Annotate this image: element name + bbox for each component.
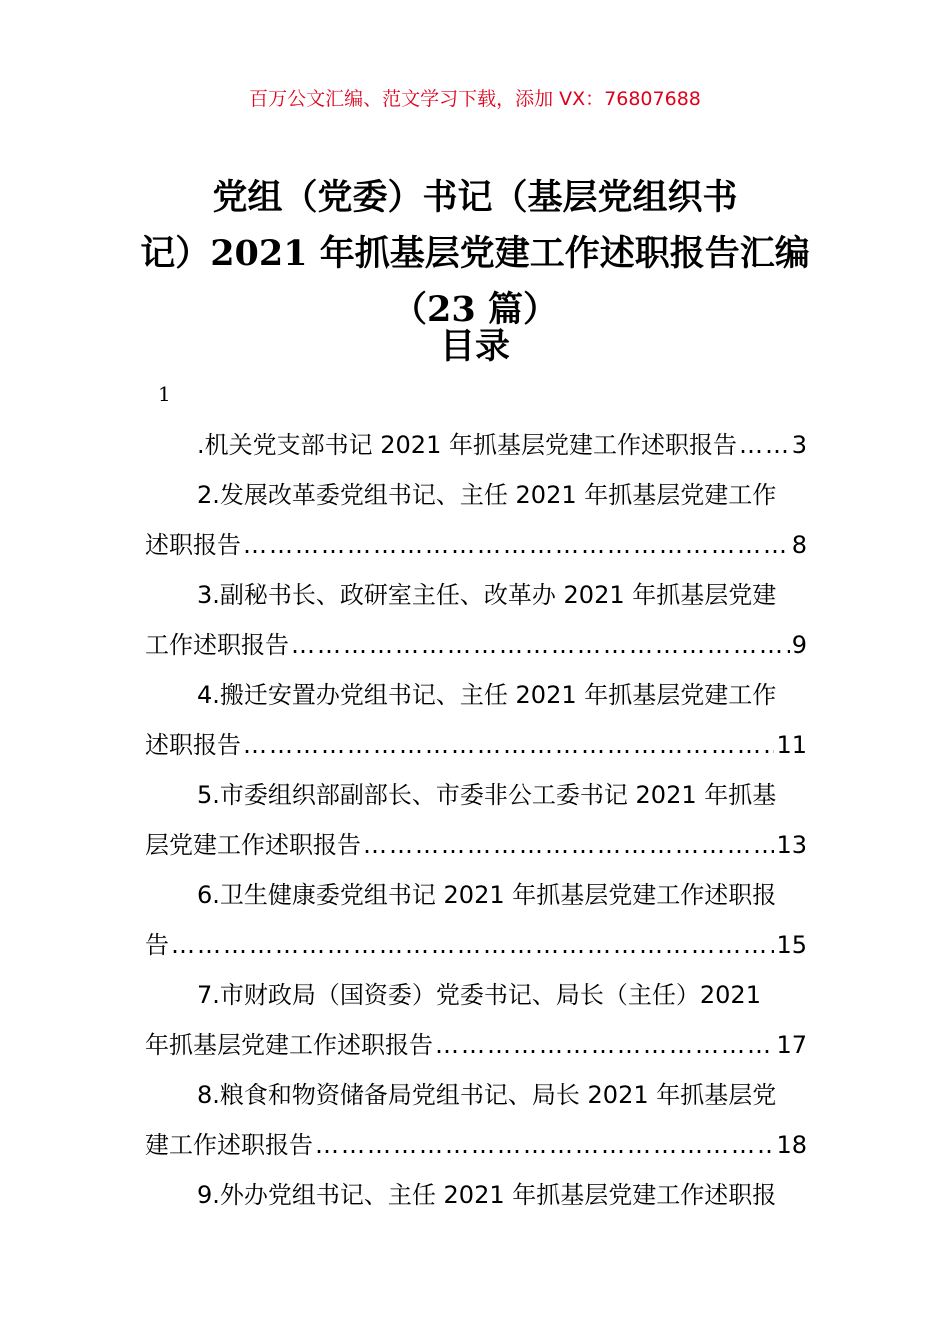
title-line-3: （23 篇） — [392, 289, 558, 330]
toc-entry-1[interactable] — [145, 420, 807, 470]
toc-entry-page: 13 — [776, 831, 807, 859]
toc-entry-4[interactable] — [145, 670, 807, 770]
toc-entry-2[interactable] — [145, 470, 807, 570]
toc-entry-title-cont: 层党建工作述职报告 — [145, 831, 361, 859]
toc-entry-title: 3.副秘书长、政研室主任、改革办 2021 年抓基层党建 — [197, 581, 777, 609]
toc-entry-title: .机关党支部书记 2021 年抓基层党建工作述职报告 — [197, 431, 737, 459]
toc-entry-title-cont: 述职报告 — [145, 731, 241, 759]
page-marker: 1 — [158, 382, 171, 406]
toc-entry-title: 4.搬迁安置办党组书记、主任 2021 年抓基层党建工作 — [197, 681, 777, 709]
table-of-contents — [145, 420, 807, 1220]
header-note: 百万公文汇编、范文学习下载，添加 VX：76807688 — [249, 88, 701, 110]
toc-leader-dots — [171, 920, 774, 970]
toc-entry-page: 17 — [776, 1031, 807, 1059]
toc-entry-page: 9 — [791, 631, 807, 659]
toc-leader-dots — [243, 520, 790, 570]
toc-entry-title: 2.发展改革委党组书记、主任 2021 年抓基层党建工作 — [197, 481, 777, 509]
toc-entry-title: 5.市委组织部副部长、市委非公工委书记 2021 年抓基 — [197, 781, 777, 809]
toc-entry-page: 3 — [791, 431, 807, 459]
toc-entry-title-cont: 工作述职报告 — [145, 631, 289, 659]
toc-leader-dots — [243, 720, 774, 770]
toc-leader-dots — [315, 1120, 774, 1170]
toc-leader-dots — [739, 420, 790, 470]
toc-heading: 目录 — [439, 326, 510, 367]
toc-entry-9[interactable] — [145, 1170, 807, 1220]
toc-entry-title: 9.外办党组书记、主任 2021 年抓基层党建工作述职报 — [197, 1181, 777, 1209]
document-title — [140, 170, 810, 338]
toc-entry-title: 6.卫生健康委党组书记 2021 年抓基层党建工作述职报 — [197, 881, 777, 909]
toc-entry-title-cont: 述职报告 — [145, 531, 241, 559]
toc-entry-title: 7.市财政局（国资委）党委书记、局长（主任）2021 — [197, 981, 761, 1009]
toc-entry-page: 18 — [776, 1131, 807, 1159]
toc-entry-page: 15 — [776, 931, 807, 959]
toc-entry-page: 11 — [776, 731, 807, 759]
toc-leader-dots — [435, 1020, 774, 1070]
toc-leader-dots — [291, 620, 790, 670]
toc-entry-title-cont: 年抓基层党建工作述职报告 — [145, 1031, 433, 1059]
toc-entry-title-cont: 告 — [145, 931, 169, 959]
title-line-1: 党组（党委）书记（基层党组织书 — [212, 177, 738, 218]
toc-entry-page: 8 — [791, 531, 807, 559]
toc-entry-7[interactable] — [145, 970, 807, 1070]
title-line-2: 记）2021 年抓基层党建工作述职报告汇编 — [140, 233, 810, 274]
toc-leader-dots — [363, 820, 774, 870]
toc-entry-3[interactable] — [145, 570, 807, 670]
toc-entry-title: 8.粮食和物资储备局党组书记、局长 2021 年抓基层党 — [197, 1081, 777, 1109]
toc-entry-title-cont: 建工作述职报告 — [145, 1131, 313, 1159]
toc-entry-6[interactable] — [145, 870, 807, 970]
toc-entry-8[interactable] — [145, 1070, 807, 1170]
toc-entry-5[interactable] — [145, 770, 807, 870]
